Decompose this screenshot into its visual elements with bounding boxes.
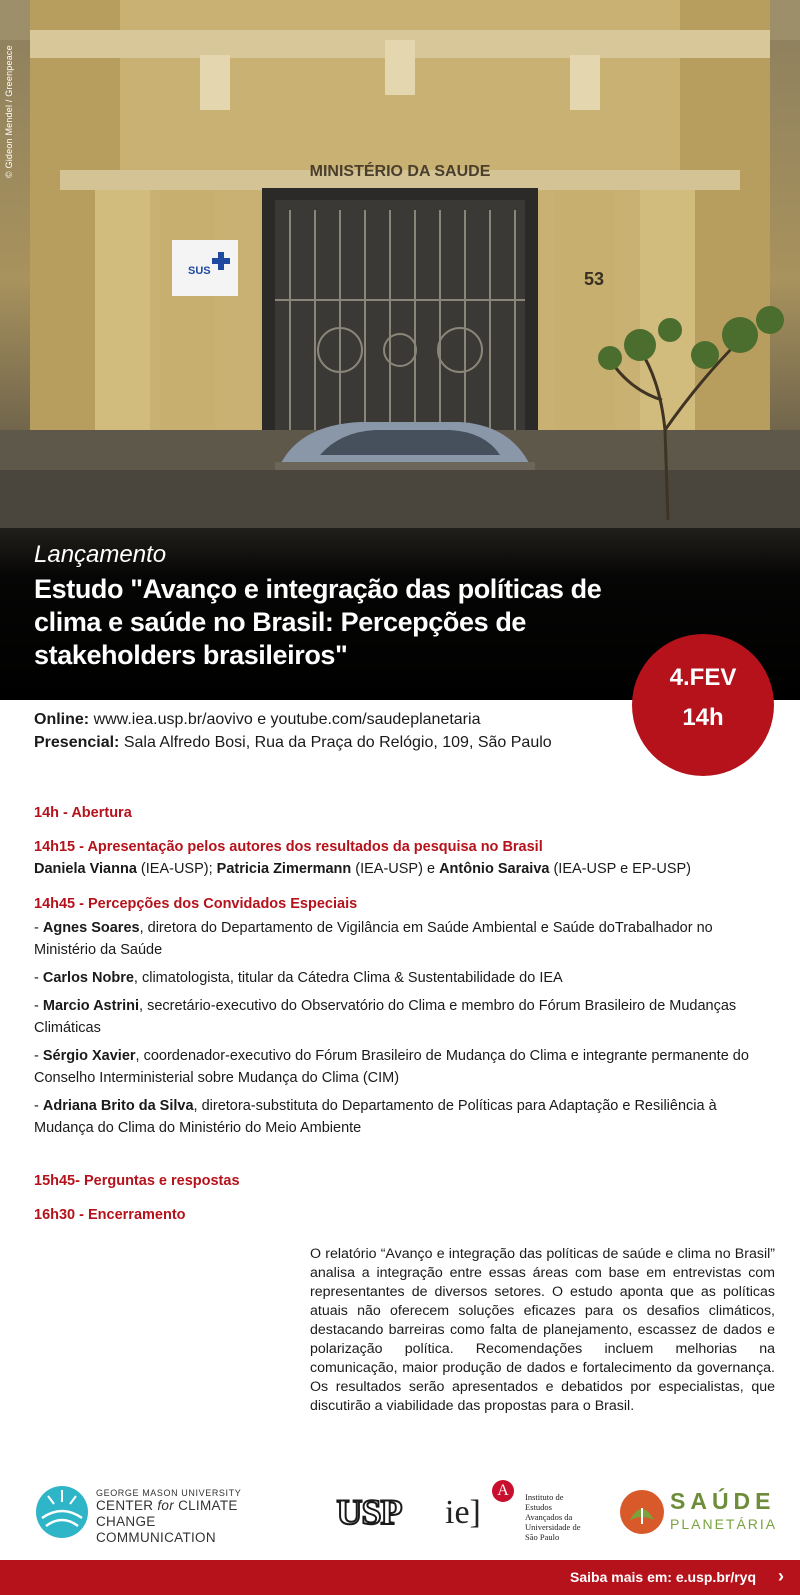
iea-usp-logo <box>445 1480 595 1546</box>
building-number-text: 53 <box>584 269 605 289</box>
event-time: 14h <box>682 704 724 731</box>
guest-item: - Agnes Soares, diretora do Departamento de Vigilância em Saúde Ambiental e Saúde doTrabalhador no Ministério da Saúde <box>34 920 713 958</box>
guests-heading: 14h45 - Percepções dos Convidados Especiais <box>34 896 358 912</box>
saude-planetaria-logo <box>620 1488 780 1540</box>
author-name: Patricia Zimermann <box>216 861 352 877</box>
presencial-address: Sala Alfredo Bosi, Rua da Praça do Relógio, 109, São Paulo <box>123 734 552 751</box>
presentation-heading: 14h15 - Apresentação pelos autores dos resultados da pesquisa no Brasil <box>34 839 543 855</box>
learn-more-link[interactable]: Saiba mais em: e.usp.br/ryq <box>570 1569 756 1585</box>
event-kicker: Lançamento <box>34 541 167 568</box>
guest-item: - Carlos Nobre, climatologista, titular da Cátedra Clima & Sustentabilidade do IEA <box>34 970 563 986</box>
author-affiliation: (IEA-USP e EP-USP) <box>549 861 691 877</box>
author-affiliation: (IEA-USP) e <box>351 861 440 877</box>
guest-item: - Sérgio Xavier, coordenador-executivo do Fórum Brasileiro de Mudança do Clima e integrante permanente do Conselho Interministerial sobre Mudança do Clima (CIM) <box>34 1048 749 1086</box>
online-label: Online: <box>34 711 90 728</box>
program-guests <box>34 893 774 1139</box>
author-name: Daniela Vianna <box>34 861 137 877</box>
qa-heading: 15h45- Perguntas e respostas <box>34 1173 240 1189</box>
program-qa <box>34 1170 774 1192</box>
planet-leaf-icon <box>620 1490 664 1534</box>
guest-description: , secretário-executivo do Observatório do Clima e membro do Fórum Brasileiro de Mudanças Climáticas <box>34 998 737 1036</box>
opening-heading: 14h - Abertura <box>34 805 132 821</box>
planetaria-text: PLANETÁRIA <box>670 1516 778 1532</box>
guest-description: , climatologista, titular da Cátedra Clima & Sustentabilidade do IEA <box>133 970 563 986</box>
gmu-center-line1: CENTER for CLIMATE CHANGE <box>96 1498 238 1529</box>
footer-bar[interactable] <box>0 1560 800 1595</box>
hero-image <box>0 0 800 700</box>
author-affiliation: (IEA-USP); <box>136 861 217 877</box>
guest-name: Agnes Soares <box>42 920 140 936</box>
chevron-right-icon[interactable]: › <box>778 1566 784 1586</box>
event-date: 4.FEV <box>669 664 737 691</box>
usp-logo <box>325 1494 413 1530</box>
program-closing <box>34 1204 774 1226</box>
online-links[interactable]: www.iea.usp.br/aovivo e youtube.com/saudeplanetaria <box>93 711 481 728</box>
author-name: Antônio Saraiva <box>439 861 550 877</box>
iea-institute-name: Instituto de Estudos Avançados da Universidade de São Paulo <box>525 1492 581 1542</box>
iea-mark: ie] <box>445 1494 481 1531</box>
program-presentation <box>34 836 774 880</box>
guest-name: Adriana Brito da Silva <box>42 1098 194 1114</box>
usp-logo-text: USP <box>336 1494 402 1530</box>
building-sign-text: MINISTÉRIO DA SAUDE <box>309 163 491 180</box>
saude-text: SAÚDE <box>670 1488 776 1514</box>
date-badge <box>632 634 774 776</box>
report-description: O relatório “Avanço e integração das políticas de saúde e clima no Brasil” analisa a integração entre essas áreas com base em entrevistas com representantes de diversos setores. O estudo aponta que as políticas atuais não oferecem soluções eficazes para os desafios climáticos, destacando barreiras como falta de planejamento, escassez de dados e polarização política. Recomendações incluem melhorias na comunicação, maior produção de dados e fortalecimento da governança. Os resultados serão apresentados e debatidos por especialistas, que discutirão a viabilidade das propostas para o Brasil. <box>310 1246 775 1414</box>
presencial-line <box>34 731 552 754</box>
guest-name: Sérgio Xavier <box>42 1048 136 1064</box>
guest-description: , diretora-substituta do Departamento de Políticas para Adaptação e Resiliência à Mudança do Clima do Ministério do Meio Ambiente <box>34 1098 717 1136</box>
event-location-info <box>34 708 552 754</box>
guest-name: Marcio Astrini <box>42 998 140 1014</box>
program-opening <box>34 802 774 824</box>
guest-item: - Adriana Brito da Silva, diretora-substituta do Departamento de Políticas para Adaptação e Resiliência à Mudança do Clima do Ministério do Meio Ambiente <box>34 1098 717 1136</box>
sus-sign-text: SUS <box>188 265 211 277</box>
authors-line <box>34 858 774 880</box>
gmu-climate-center-logo <box>34 1484 294 1544</box>
gmu-center-line2: COMMUNICATION <box>96 1530 216 1545</box>
photo-credit: © Gideon Mendel / Greenpeace <box>4 45 14 178</box>
guest-name: Carlos Nobre <box>42 970 134 986</box>
guest-description: , diretora do Departamento de Vigilância em Saúde Ambiental e Saúde doTrabalhador no Ministério da Saúde <box>34 920 713 958</box>
guest-item: - Marcio Astrini, secretário-executivo do Observatório do Clima e membro do Fórum Brasileiro de Mudanças Climáticas <box>34 998 737 1036</box>
closing-heading: 16h30 - Encerramento <box>34 1207 186 1223</box>
event-title: Estudo "Avanço e integração das políticas de clima e saúde no Brasil: Percepções de stakeholders brasileiros" <box>34 574 602 670</box>
guest-description: , coordenador-executivo do Fórum Brasileiro de Mudança do Clima e integrante permanente do Conselho Interministerial sobre Mudança do Clima (CIM) <box>34 1048 749 1086</box>
gmu-sun-wave-icon <box>34 1484 90 1540</box>
gmu-university-name: GEORGE MASON UNIVERSITY <box>96 1488 242 1498</box>
presencial-label: Presencial: <box>34 734 120 751</box>
iea-a-seal: A <box>492 1480 514 1502</box>
online-line <box>34 708 552 731</box>
